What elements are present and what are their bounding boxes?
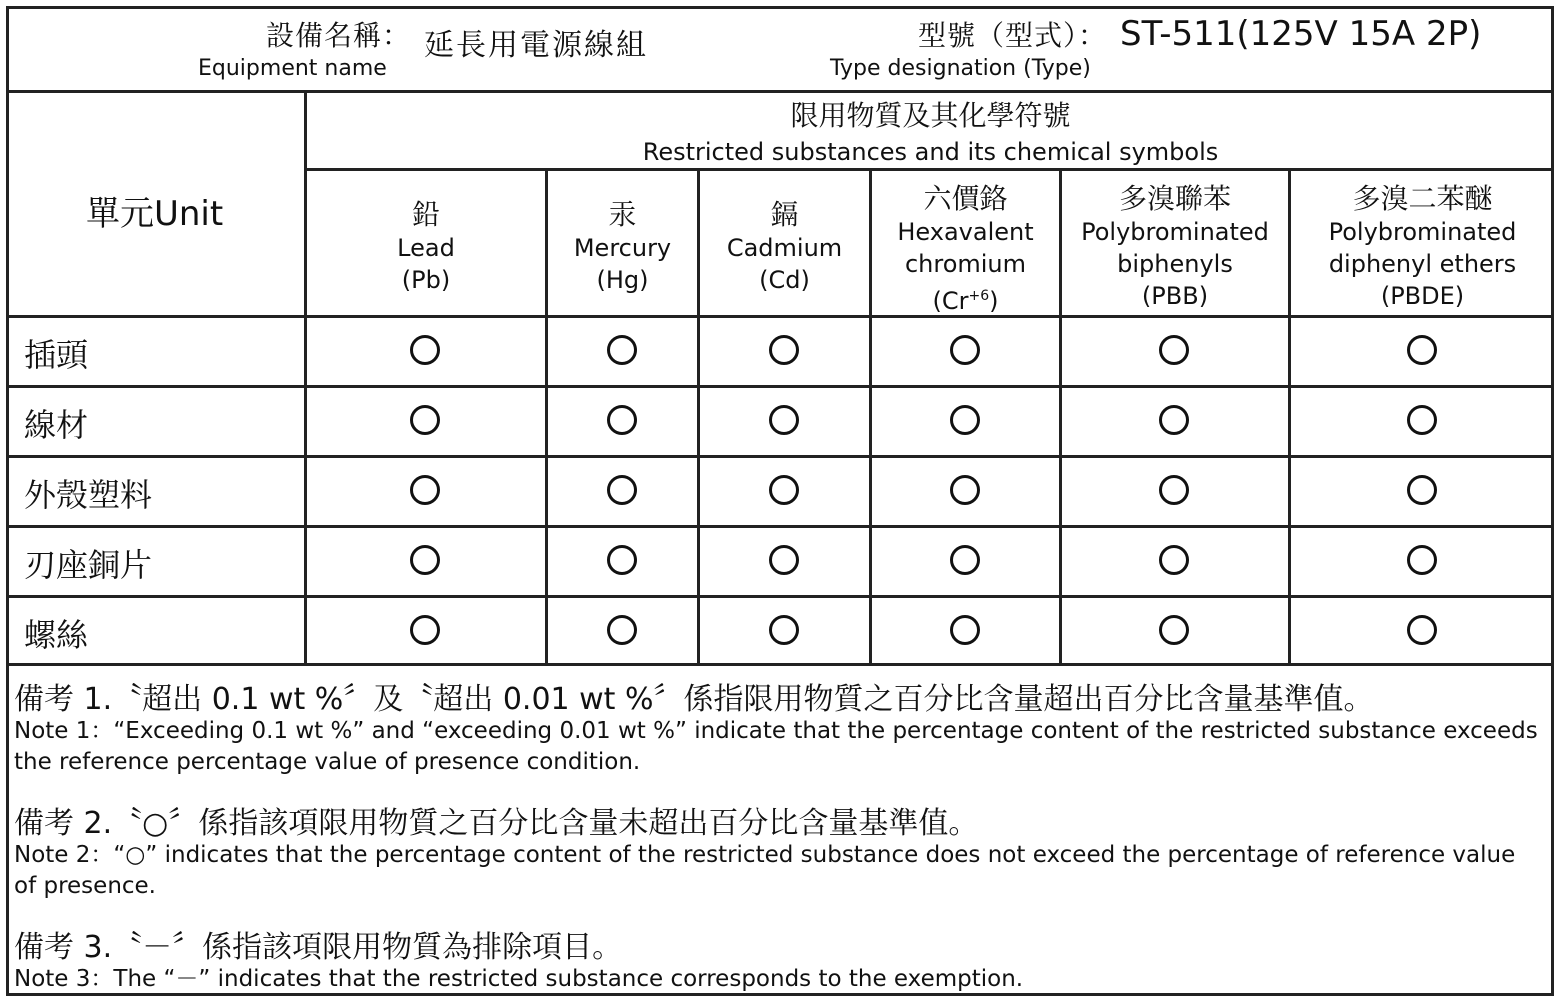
column-header-zh: 鎘 xyxy=(770,198,799,231)
column-header-en: Polybrominated xyxy=(1328,218,1517,246)
note-3-en: Note 3：The “－” indicates that the restricted substance corresponds to the exemption. xyxy=(14,966,1024,992)
not-exceed-mark xyxy=(769,405,799,435)
not-exceed-mark xyxy=(410,545,440,575)
not-exceed-mark xyxy=(769,615,799,645)
column-header-en: chromium xyxy=(904,250,1027,278)
not-exceed-mark xyxy=(607,335,637,365)
column-header-mercury xyxy=(548,198,697,296)
not-exceed-mark xyxy=(607,475,637,505)
note-1-zh: 備考 1.〝超出 0.1 wt %〞及〝超出 0.01 wt %〞係指限用物質之百分比含量超出百分比含量基準值。 xyxy=(14,682,1374,717)
not-exceed-mark xyxy=(1159,475,1189,505)
column-header-en: Polybrominated xyxy=(1081,218,1269,246)
type-label-en: Type designation (Type) xyxy=(830,56,1091,81)
not-exceed-mark xyxy=(410,475,440,505)
note-2-zh: 備考 2.〝○〞係指該項限用物質之百分比含量未超出百分比含量基準值。 xyxy=(14,806,979,841)
column-header-zh: 汞 xyxy=(608,198,637,231)
row-divider xyxy=(6,525,1554,528)
row-label-screw: 螺絲 xyxy=(24,616,89,654)
not-exceed-mark xyxy=(769,335,799,365)
not-exceed-mark xyxy=(1159,615,1189,645)
column-header-symbol: (PBDE) xyxy=(1380,282,1465,310)
not-exceed-mark xyxy=(1407,335,1437,365)
row-divider xyxy=(6,595,1554,598)
row-label-housing-plastic: 外殼塑料 xyxy=(24,476,153,514)
column-header-zh: 多溴聯苯 xyxy=(1118,182,1231,215)
table-header-divider xyxy=(6,315,1554,318)
column-header-en: Cadmium xyxy=(726,234,843,262)
row-label-cable: 線材 xyxy=(24,406,89,444)
restricted-title-zh: 限用物質及其化學符號 xyxy=(790,99,1071,132)
row-divider xyxy=(6,385,1554,388)
column-header-symbol: (Cd) xyxy=(759,266,810,294)
row-label-copper-blade: 刃座銅片 xyxy=(24,546,153,584)
column-header-en: biphenyls xyxy=(1117,250,1233,278)
not-exceed-mark xyxy=(950,615,980,645)
not-exceed-mark xyxy=(410,335,440,365)
column-header-symbol: (Hg) xyxy=(596,266,649,294)
column-header-pbde xyxy=(1291,182,1554,312)
column-header-pbb xyxy=(1062,182,1288,312)
column-header-lead xyxy=(307,198,545,296)
equipment-label-zh: 設備名稱： xyxy=(266,19,412,52)
header-divider xyxy=(6,90,1554,93)
note-3-zh: 備考 3.〝－〞係指該項限用物質為排除項目。 xyxy=(14,930,623,965)
not-exceed-mark xyxy=(1407,405,1437,435)
not-exceed-mark xyxy=(950,405,980,435)
not-exceed-mark xyxy=(1407,545,1437,575)
not-exceed-mark xyxy=(410,405,440,435)
column-header-symbol: (Pb) xyxy=(401,266,451,294)
unit-column-divider xyxy=(304,90,307,665)
column-header-zh: 多溴二苯醚 xyxy=(1352,182,1493,215)
not-exceed-mark xyxy=(769,545,799,575)
not-exceed-mark xyxy=(1159,335,1189,365)
table-bottom-divider xyxy=(6,663,1554,666)
not-exceed-mark xyxy=(1407,615,1437,645)
column-header-en: Lead xyxy=(397,234,455,262)
column-header-en: diphenyl ethers xyxy=(1328,250,1517,278)
row-divider xyxy=(6,455,1554,458)
column-header-symbol: (PBB) xyxy=(1141,282,1209,310)
type-label-zh: 型號（型式）： xyxy=(918,19,1108,52)
not-exceed-mark xyxy=(410,615,440,645)
not-exceed-mark xyxy=(1407,475,1437,505)
not-exceed-mark xyxy=(607,545,637,575)
not-exceed-mark xyxy=(607,615,637,645)
not-exceed-mark xyxy=(950,335,980,365)
restricted-title-en: Restricted substances and its chemical symbols xyxy=(642,138,1219,166)
unit-label: 單元Unit xyxy=(86,194,224,234)
column-header-zh: 六價鉻 xyxy=(923,182,1008,215)
restricted-title-divider xyxy=(305,168,1554,171)
not-exceed-mark xyxy=(607,405,637,435)
type-value: ST-511(125V 15A 2P) xyxy=(1120,14,1482,54)
not-exceed-mark xyxy=(1159,545,1189,575)
column-header-zh: 鉛 xyxy=(411,198,440,231)
column-header-en: Hexavalent xyxy=(897,218,1034,246)
not-exceed-mark xyxy=(950,475,980,505)
column-header-hexavalent-chromium xyxy=(872,182,1059,317)
symbol-base: (Cr xyxy=(932,287,969,315)
note-2-en: Note 2：“○” indicates that the percentage content of the restricted substance does not exceed the percentage of reference value of presence. xyxy=(14,842,1516,899)
equipment-name: 延長用電源線組 xyxy=(424,28,648,63)
column-header-en: Mercury xyxy=(573,234,672,262)
column-header-symbol xyxy=(872,280,1059,317)
symbol-end: ) xyxy=(989,287,999,315)
note-1-en: Note 1：“Exceeding 0.1 wt %” and “exceeding 0.01 wt %” indicate that the percentage content of the restricted substance exceeds the reference percentage value of presence condition. xyxy=(14,718,1538,775)
not-exceed-mark xyxy=(1159,405,1189,435)
column-header-cadmium xyxy=(700,198,869,296)
equipment-label-en: Equipment name xyxy=(198,56,387,81)
not-exceed-mark xyxy=(769,475,799,505)
row-label-plug: 插頭 xyxy=(24,336,89,374)
symbol-superscript: +6 xyxy=(968,288,990,304)
not-exceed-mark xyxy=(950,545,980,575)
